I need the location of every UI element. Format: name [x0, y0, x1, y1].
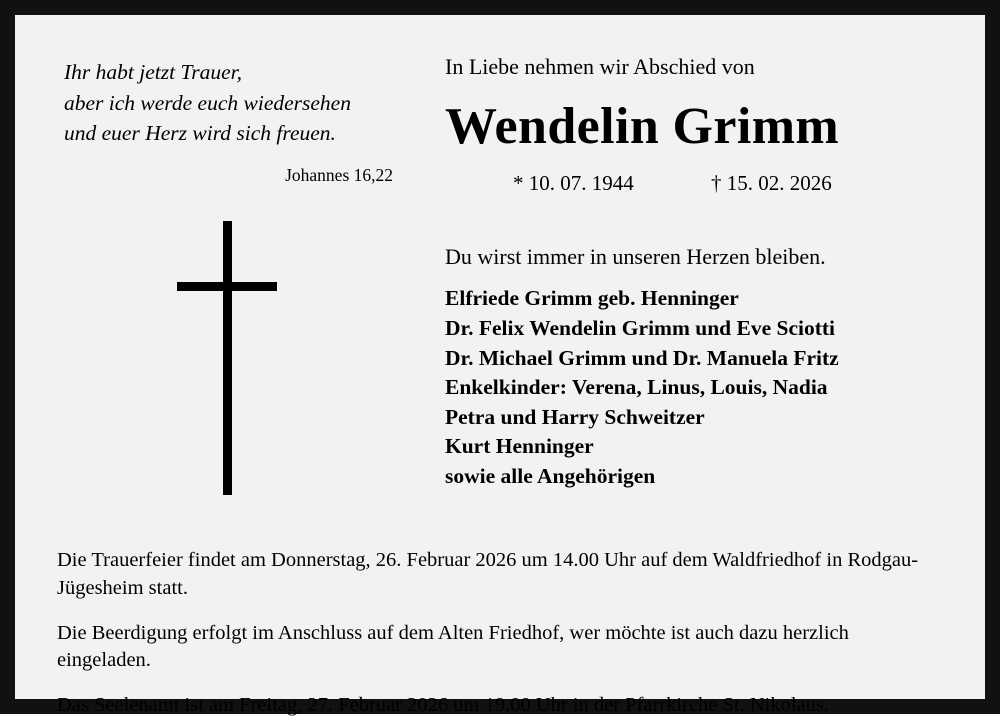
left-column — [57, 45, 427, 521]
family-member-2: Dr. Felix Wendelin Grimm und Eve Sciotti — [445, 315, 836, 340]
birth-date: * 10. 07. 1944 — [513, 171, 634, 196]
verse-line-1: Ihr habt jetzt Trauer, — [64, 60, 242, 84]
memory-line: Du wirst immer in unseren Herzen bleiben. — [445, 244, 826, 270]
verse-reference: Johannes 16,22 — [285, 164, 393, 185]
verse-line-3: und euer Herz wird sich freuen. — [64, 121, 336, 146]
death-date: † 15. 02. 2026 — [711, 171, 832, 196]
family-member-3: Dr. Michael Grimm und Dr. Manuela Fritz — [445, 345, 839, 370]
family-member-5: Petra und Harry Schweitzer — [445, 404, 705, 429]
right-column — [427, 45, 943, 492]
family-member-1: Elfriede Grimm geb. Henninger — [445, 286, 739, 311]
service-paragraph-3: Das Seelenamt ist am Freitag, 27. Februar 2026 um 19.00 Uhr in der Pfarrkirche St. Nikolaus. — [57, 694, 830, 717]
notice-inner-frame — [13, 13, 987, 717]
cross-icon — [57, 221, 427, 521]
service-details — [57, 547, 943, 719]
service-paragraph-2: Die Beerdigung erfolgt im Anschluss auf dem Alten Friedhof, wer möchte ist auch dazu herzlich eingeladen. — [57, 621, 849, 672]
family-list — [445, 284, 943, 492]
service-paragraph-1: Die Trauerfeier findet am Donnerstag, 26. Februar 2026 um 14.00 Uhr auf dem Waldfriedhof in Rodgau-Jügesheim statt. — [57, 549, 919, 600]
notice-top-section — [57, 45, 943, 521]
family-member-4: Enkelkinder: Verena, Linus, Louis, Nadia — [445, 375, 828, 400]
verse-line-2: aber ich werde euch wiedersehen — [64, 90, 351, 115]
life-dates — [445, 171, 943, 196]
intro-text: In Liebe nehmen wir Abschied von — [445, 54, 755, 79]
cross-vertical-bar — [223, 221, 232, 495]
cross-horizontal-bar — [177, 282, 277, 291]
family-member-7: sowie alle Angehörigen — [445, 464, 656, 489]
deceased-name: Wendelin Grimm — [445, 97, 840, 155]
family-member-6: Kurt Henninger — [445, 434, 594, 459]
verse-block — [64, 57, 427, 187]
